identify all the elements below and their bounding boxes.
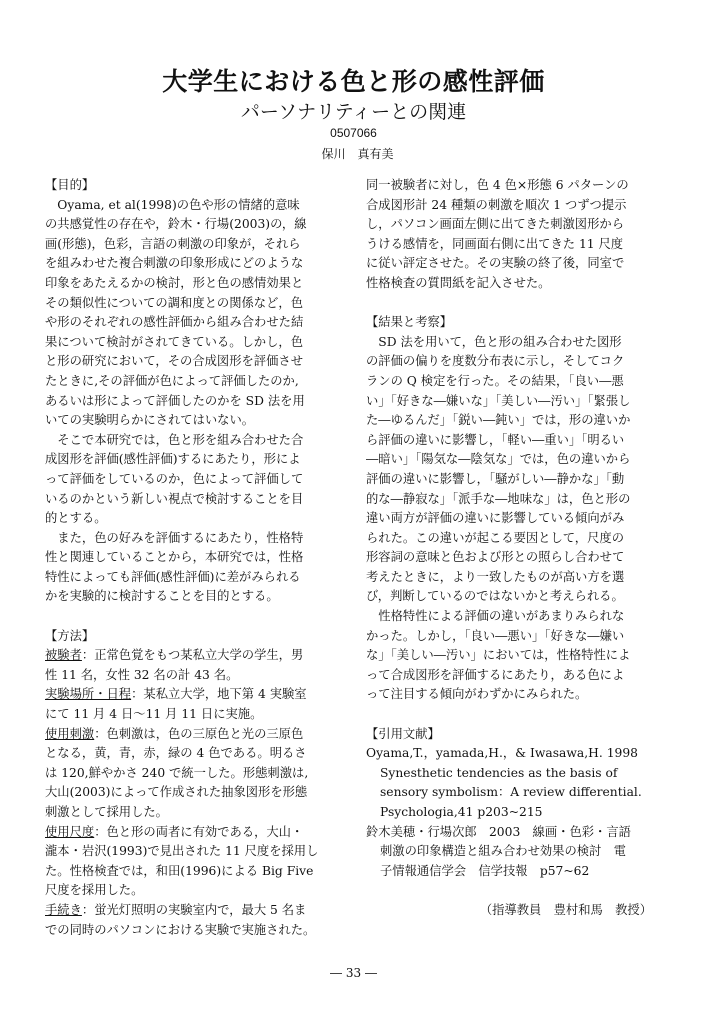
line-text: 【結果と考察】	[366, 315, 453, 330]
line-text: 的な―静寂な」「派手な―地味な」は，色と形の	[366, 491, 631, 506]
text-line	[366, 803, 660, 823]
text-line	[366, 372, 660, 392]
line-text: た―ゆるんだ」「鋭い―鈍い」では，形の違いか	[366, 413, 631, 428]
text-line	[366, 764, 660, 784]
text-line	[45, 176, 345, 196]
text-line	[45, 274, 345, 294]
line-text: ：正常色覚をもつ某私立大学の学生，男	[81, 648, 304, 663]
text-line	[366, 392, 660, 412]
text-line	[45, 313, 345, 333]
text-line	[366, 176, 660, 196]
line-text: ：色刺激は，色の三原色と光の三原色	[94, 726, 304, 741]
line-text: かった。しかし，「良い―悪い」「好きな―嫌い	[366, 628, 625, 643]
paragraph-gap	[366, 881, 660, 901]
line-text: は 120,鮮やかさ 240 で統一した。形態刺激は,	[45, 765, 309, 780]
line-text: な」「美しい―汚い」においては，性格特性によ	[366, 648, 631, 663]
text-line	[366, 274, 660, 294]
text-line	[45, 352, 345, 372]
text-line	[366, 450, 660, 470]
text-line	[45, 744, 345, 764]
text-line	[45, 921, 345, 941]
text-line	[45, 509, 345, 529]
line-text: Psychologia,41 p203~215	[380, 805, 543, 819]
line-text: いての実験明らかにされてはいない。	[45, 413, 255, 428]
underlined-label: 実験場所・日程	[45, 687, 132, 702]
text-line	[366, 352, 660, 372]
author-name: 保川 真有美	[321, 147, 394, 161]
line-text: 画(形態)，色彩，言語の刺激の印象が，それら	[45, 236, 301, 251]
line-text: 【引用文献】	[366, 726, 440, 741]
line-text: を組みわせた複合刺激の印象形成にどのような	[45, 256, 304, 271]
line-text: sensory symbolism：A review differential.	[380, 785, 642, 800]
text-line	[45, 450, 345, 470]
line-text: あるいは形によって評価したのかを SD 法を用	[45, 393, 305, 408]
line-text: の共感覚性の存在や，鈴木・行場(2003)の，線	[45, 217, 307, 232]
line-text: 【目的】	[45, 178, 95, 192]
text-line	[366, 901, 660, 921]
text-line	[45, 685, 345, 705]
line-text: 的とする。	[45, 511, 107, 526]
line-text: いるのかという新しい視点で検討することを目	[45, 491, 304, 506]
text-line	[45, 294, 345, 314]
text-line	[45, 783, 345, 803]
line-text: 違い両方が評価の違いに影響している傾向がみ	[366, 511, 625, 526]
paper-title: 大学生における色と形の感性評価	[162, 67, 545, 96]
text-line	[45, 196, 345, 216]
text-line	[366, 235, 660, 255]
line-text: にて 11 月 4 日～11 月 11 日に実施。	[45, 707, 263, 722]
line-text: 性 11 名，女性 32 名の計 43 名。	[45, 667, 239, 682]
text-line	[45, 666, 345, 686]
underlined-label: 手続き	[45, 902, 82, 917]
text-line	[366, 490, 660, 510]
line-text: 同一被験者に対し，色 4 色×形態 6 パターンの	[366, 178, 629, 192]
text-line	[366, 411, 660, 431]
text-line	[366, 783, 660, 803]
underlined-label: 使用刺激	[45, 726, 95, 741]
line-text: び，判断しているのではないかと考えられる。	[366, 589, 624, 604]
text-line	[45, 529, 345, 549]
text-line	[366, 470, 660, 490]
line-text: SD 法を用いて，色と形の組み合わせた図形	[366, 334, 622, 349]
line-text: Synesthetic tendencies as the basis of	[380, 765, 618, 780]
text-line	[45, 823, 345, 843]
text-line	[366, 215, 660, 235]
text-line	[366, 646, 660, 666]
text-line	[45, 587, 345, 607]
line-text: ：色と形の両者に有効である，大山・	[94, 824, 304, 839]
text-line	[366, 842, 660, 862]
text-line	[366, 196, 660, 216]
line-text: 考えたときに，より一致したものが高い方を選	[366, 569, 625, 584]
line-text: し，パソコン画面左側に出てきた刺激図形から	[366, 217, 624, 232]
text-line	[45, 470, 345, 490]
text-line	[366, 568, 660, 588]
line-text: 性格特性による評価の違いがあまりみられな	[366, 609, 625, 624]
line-text: かを実験的に検討することを目的とする。	[45, 589, 279, 604]
line-text: 印象をあたえるかの検討，形と色の感情効果と	[45, 275, 304, 290]
text-line	[366, 744, 660, 764]
text-line	[45, 881, 345, 901]
line-text: 評価の違いに影響し，「騒がしい―静かな」「動	[366, 471, 625, 486]
text-line	[45, 842, 345, 862]
text-line	[366, 509, 660, 529]
text-line	[366, 529, 660, 549]
text-line	[45, 411, 345, 431]
line-text: 鈴木美穂・行場次郎 2003 線画・色彩・言語	[366, 824, 631, 839]
line-text: うける感情を，同画面右側に出てきた 11 尺度	[366, 236, 624, 251]
text-line	[45, 392, 345, 412]
line-text: 形容詞の意味と色および形との照らし合わせて	[366, 550, 625, 565]
line-text: ら評価の違いに影響し，「軽い―重い」「明るい	[366, 432, 625, 447]
text-line	[366, 627, 660, 647]
text-line	[45, 254, 345, 274]
line-text: 性と関連していることから，本研究では，性格	[45, 550, 304, 565]
line-text: Oyama,T.，yamada,H.，& Iwasawa,H. 1998	[366, 746, 638, 761]
line-text: ―暗い」「陽気な―陰気な」では，色の違いから	[366, 452, 631, 467]
text-line	[366, 333, 660, 353]
line-text: での同時のパソコンにおける実験で実施された。	[45, 922, 316, 937]
line-text: 子情報通信学会 信学技報 p57~62	[380, 863, 590, 878]
text-line	[366, 725, 660, 745]
left-column	[45, 176, 345, 940]
line-text: られた。この違いが起こる要因として，尺度の	[366, 530, 624, 545]
underlined-label: 使用尺度	[45, 824, 95, 839]
text-line	[45, 215, 345, 235]
line-text: って注目する傾向がわずかにみられた。	[366, 687, 588, 702]
text-line	[45, 490, 345, 510]
text-line	[366, 548, 660, 568]
line-text: 刺激の印象構造と組み合わせ効果の検討 電	[380, 844, 626, 859]
page-number: ― 33 ―	[330, 966, 377, 980]
line-text: い」「好きな―嫌いな」「美しい―汚い」「緊張し	[366, 393, 631, 408]
student-id: 0507066	[330, 126, 377, 140]
line-text: と形の研究において，その合成図形を評価させ	[45, 354, 303, 369]
line-text: の評価の偏りを度数分布表に示し，そしてコク	[366, 354, 625, 369]
text-line	[45, 646, 345, 666]
text-line	[45, 627, 345, 647]
line-text: となる，黄，青，赤，緑の 4 色である。明るさ	[45, 746, 307, 761]
line-text: 性格検査の質問紙を記入させた。	[366, 275, 551, 290]
line-text: Oyama, et al(1998)の色や形の情緒的意味	[45, 197, 300, 212]
text-line	[45, 548, 345, 568]
line-text: 大山(2003)によって作成された抽象図形を形態	[45, 785, 308, 800]
line-text: ：蛍光灯照明の実験室内で，最大 5 名ま	[81, 902, 307, 917]
text-line	[366, 254, 660, 274]
text-line	[366, 607, 660, 627]
text-line	[366, 587, 660, 607]
text-line	[45, 705, 345, 725]
line-text: 特性によっても評価(感性評価)に差がみられる	[45, 569, 301, 584]
line-text: そこで本研究では，色と形を組み合わせた合	[45, 432, 304, 447]
paragraph-gap	[45, 607, 345, 627]
line-text: ランの Q 検定を行った。その結果，「良い―悪	[366, 373, 624, 388]
text-line	[45, 431, 345, 451]
text-line	[45, 725, 345, 745]
line-text: って合成図形を評価するにあたり，ある色によ	[366, 667, 625, 682]
paragraph-gap	[366, 294, 660, 314]
text-line	[45, 901, 345, 921]
line-text: 【方法】	[45, 628, 95, 643]
underlined-label: 被験者	[45, 648, 82, 663]
line-text: 果について検討がされてきている。しかし，色	[45, 334, 303, 349]
text-line	[45, 862, 345, 882]
text-line	[45, 803, 345, 823]
line-text: たときに,その評価が色によって評価したのか,	[45, 373, 299, 388]
line-text: 合成図形計 24 種類の刺激を順次 1 つずつ提示	[366, 197, 627, 212]
line-text: その類似性についての調和度との関係など，色	[45, 295, 303, 310]
line-text: 成図形を評価(感性評価)するにあたり，形によ	[45, 452, 301, 467]
line-text: に従い評定させた。その実験の終了後，同室で	[366, 256, 625, 271]
line-text: や形のそれぞれの感性評価から組み合わせた結	[45, 315, 304, 330]
text-line	[366, 313, 660, 333]
text-line	[366, 666, 660, 686]
text-line	[45, 235, 345, 255]
line-text: 尺度を採用した。	[45, 883, 144, 898]
text-line	[366, 862, 660, 882]
line-text: （指導教員 豊村和馬 教授）	[479, 902, 652, 917]
text-line	[45, 764, 345, 784]
paper-subtitle: パーソナリティーとの関連	[240, 101, 467, 123]
text-line	[45, 372, 345, 392]
line-text: た。性格検査では，和田(1996)による Big Five	[45, 863, 314, 878]
text-line	[45, 568, 345, 588]
line-text: また，色の好みを評価するにあたり，性格特	[45, 530, 304, 545]
line-text: 刺激として採用した。	[45, 805, 168, 819]
line-text: 瀧本・岩沢(1993)で見出された 11 尺度を採用し	[45, 844, 319, 859]
text-line	[366, 685, 660, 705]
text-line	[366, 823, 660, 843]
line-text: ：某私立大学，地下第 4 実験室	[131, 687, 307, 702]
paragraph-gap	[366, 705, 660, 725]
line-text: って評価をしているのか，色によって評価して	[45, 471, 304, 486]
right-column	[366, 176, 660, 921]
text-line	[366, 431, 660, 451]
text-line	[45, 333, 345, 353]
